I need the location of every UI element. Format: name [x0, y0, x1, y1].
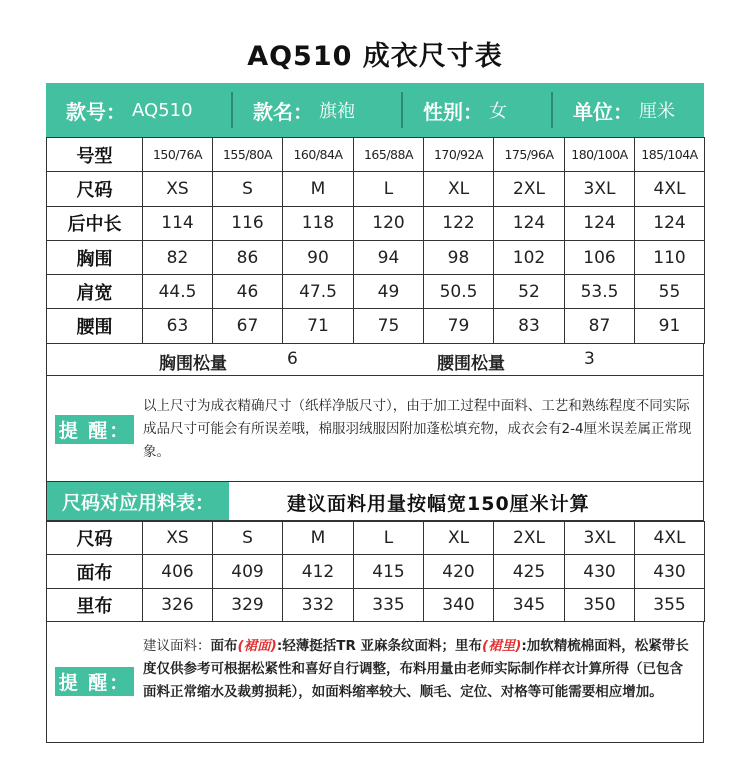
table-cell: M	[283, 172, 354, 206]
table-cell: 430	[635, 555, 705, 588]
table-cell: 340	[424, 588, 494, 621]
tip-segment: 建议面料：	[143, 638, 211, 654]
tip-segment: 面布	[210, 638, 238, 654]
table-cell: 329	[213, 588, 283, 621]
table-cell: 326	[143, 588, 213, 621]
tip-segment: :加软精梳棉面料，松紧带长度仅供参考可根据松紧性和喜好自行调整，布料用量由老师实际制作样衣计算所得（已包含面料正常缩水及裁剪损耗），如面料缩率较大、顺毛、定位、对格等可能需要相应增加。	[143, 638, 689, 700]
tip-highlight: (裙面)	[237, 638, 277, 654]
waist-ease-label: 腰围松量	[437, 354, 505, 374]
table-cell: S	[213, 172, 283, 206]
fabric-section-tag: 尺码对应用料表：	[47, 482, 229, 520]
row-header: 肩宽	[47, 275, 143, 309]
table-cell: 79	[424, 309, 494, 343]
table-cell: 355	[635, 588, 705, 621]
table-cell: 425	[494, 555, 565, 588]
table-cell: S	[213, 522, 283, 555]
table-row	[47, 588, 705, 621]
table-cell: 94	[354, 240, 424, 274]
table-cell: 409	[213, 555, 283, 588]
table-cell: 71	[283, 309, 354, 343]
row-header: 后中长	[47, 206, 143, 240]
table-cell: 120	[354, 206, 424, 240]
table-cell: 124	[494, 206, 565, 240]
table-cell: 180/100A	[565, 138, 635, 172]
table-cell: 332	[283, 588, 354, 621]
fabric-tip-text	[143, 635, 695, 704]
size-table	[46, 137, 705, 344]
table-cell: 4XL	[635, 522, 705, 555]
table-row	[47, 309, 705, 343]
table-cell: 44.5	[143, 275, 213, 309]
style-label: 款号：	[66, 99, 126, 124]
table-cell: XS	[143, 172, 213, 206]
table-cell: 170/92A	[424, 138, 494, 172]
table-cell: M	[283, 522, 354, 555]
table-cell: 110	[635, 240, 705, 274]
table-cell: 3XL	[565, 522, 635, 555]
gender-value: 女	[489, 101, 507, 122]
name-label: 款名：	[253, 99, 313, 124]
ease-row	[46, 343, 704, 376]
table-cell: 412	[283, 555, 354, 588]
table-cell: 2XL	[494, 522, 565, 555]
table-cell: 55	[635, 275, 705, 309]
table-cell: 75	[354, 309, 424, 343]
table-cell: 49	[354, 275, 424, 309]
tip-highlight: (裙里)	[482, 638, 522, 654]
table-cell: XL	[424, 522, 494, 555]
table-cell: 102	[494, 240, 565, 274]
table-cell: 160/84A	[283, 138, 354, 172]
chest-ease-label: 胸围松量	[159, 354, 227, 374]
info-header-bar	[46, 83, 704, 137]
table-cell: 116	[213, 206, 283, 240]
gender	[403, 83, 551, 137]
table-cell: 67	[213, 309, 283, 343]
table-cell: 106	[565, 240, 635, 274]
table-cell: 3XL	[565, 172, 635, 206]
fabric-table	[46, 521, 705, 622]
table-cell: 47.5	[283, 275, 354, 309]
row-header: 腰围	[47, 309, 143, 343]
table-cell: XL	[424, 172, 494, 206]
table-cell: 165/88A	[354, 138, 424, 172]
unit-value: 厘米	[639, 101, 675, 122]
fabric-section-title: 建议面料用量按幅宽150厘米计算	[287, 493, 590, 515]
table-cell: 50.5	[424, 275, 494, 309]
table-row	[47, 172, 705, 206]
waist-ease-value: 3	[584, 349, 595, 369]
table-cell: 90	[283, 240, 354, 274]
table-cell: 155/80A	[213, 138, 283, 172]
table-cell: 2XL	[494, 172, 565, 206]
table-cell: 124	[635, 206, 705, 240]
table-cell: 4XL	[635, 172, 705, 206]
table-cell: 185/104A	[635, 138, 705, 172]
table-cell: 46	[213, 275, 283, 309]
table-cell: 124	[565, 206, 635, 240]
table-cell: L	[354, 172, 424, 206]
table-cell: 114	[143, 206, 213, 240]
table-cell: 83	[494, 309, 565, 343]
style-name	[233, 83, 401, 137]
page-title: AQ510 成衣尺寸表	[247, 41, 503, 72]
table-cell: 118	[283, 206, 354, 240]
table-cell: 86	[213, 240, 283, 274]
tip-box	[46, 376, 704, 482]
row-header: 号型	[47, 138, 143, 172]
table-cell: 430	[565, 555, 635, 588]
tip-text: 以上尺寸为成衣精确尺寸（纸样净版尺寸），由于加工过程中面料、工艺和熟练程度不同实际成品尺寸可能会有所误差哦，棉服羽绒服因附加蓬松填充物，成衣会有2-4厘米误差属正常现象。	[143, 398, 692, 460]
fabric-section-header	[46, 482, 704, 521]
table-row	[47, 275, 705, 309]
fabric-tip-box	[46, 621, 704, 743]
table-row	[47, 138, 705, 172]
table-cell: 350	[565, 588, 635, 621]
gender-label: 性别：	[423, 99, 483, 124]
table-row	[47, 555, 705, 588]
table-cell: XS	[143, 522, 213, 555]
tip-segment: :轻薄挺括TR 亚麻条纹面料；里布	[276, 638, 483, 654]
chest-ease-value: 6	[287, 349, 298, 369]
table-cell: 87	[565, 309, 635, 343]
table-cell: 415	[354, 555, 424, 588]
table-row	[47, 206, 705, 240]
table-cell: 63	[143, 309, 213, 343]
table-cell: 335	[354, 588, 424, 621]
table-cell: 122	[424, 206, 494, 240]
table-cell: 420	[424, 555, 494, 588]
row-header: 尺码	[47, 172, 143, 206]
row-header: 面布	[47, 555, 143, 588]
row-header: 胸围	[47, 240, 143, 274]
tip-badge: 提 醒：	[55, 667, 134, 696]
unit	[553, 83, 703, 137]
table-cell: 53.5	[565, 275, 635, 309]
style-value: AQ510	[132, 99, 193, 121]
tip-badge: 提 醒：	[55, 415, 134, 444]
table-row	[47, 240, 705, 274]
table-cell: 52	[494, 275, 565, 309]
name-value: 旗袍	[319, 101, 355, 122]
table-cell: 150/76A	[143, 138, 213, 172]
row-header: 里布	[47, 588, 143, 621]
table-cell: 345	[494, 588, 565, 621]
table-row	[47, 522, 705, 555]
style-number	[46, 83, 231, 137]
table-cell: 406	[143, 555, 213, 588]
table-cell: L	[354, 522, 424, 555]
row-header: 尺码	[47, 522, 143, 555]
table-cell: 175/96A	[494, 138, 565, 172]
table-cell: 91	[635, 309, 705, 343]
table-cell: 82	[143, 240, 213, 274]
table-cell: 98	[424, 240, 494, 274]
unit-label: 单位：	[573, 99, 633, 124]
